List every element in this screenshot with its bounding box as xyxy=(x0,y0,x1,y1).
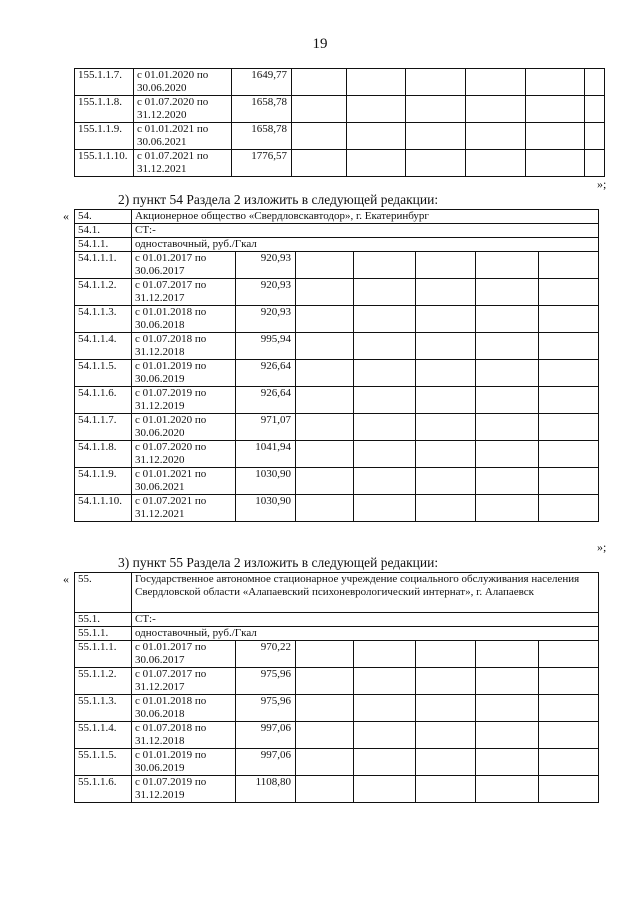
period-end: 30.06.2017 xyxy=(135,265,185,277)
period-end: 30.06.2017 xyxy=(135,654,185,666)
empty-cell xyxy=(296,414,354,441)
organization-name: Акционерное общество «Свердловскавтодор», г. Екатеринбург xyxy=(132,210,599,224)
empty-cell xyxy=(296,776,354,803)
empty-cell xyxy=(416,722,476,749)
period-start: с 01.01.2020 по xyxy=(135,414,207,426)
table-row xyxy=(75,360,599,387)
empty-cell xyxy=(416,468,476,495)
ct-row xyxy=(75,613,599,627)
empty-cell xyxy=(416,749,476,776)
table-row xyxy=(75,668,599,695)
table-row xyxy=(75,123,605,150)
empty-cell xyxy=(347,96,406,123)
empty-cell xyxy=(296,722,354,749)
empty-cell xyxy=(292,96,347,123)
tariff-value: 971,07 xyxy=(236,414,296,441)
empty-cell xyxy=(354,279,416,306)
item-code: 55.1.1. xyxy=(75,627,132,641)
empty-cell xyxy=(476,360,539,387)
organization-name: Государственное автономное стационарное учреждение социального обслуживания населения Свердловской области «Алапаевский психоневрологический интернат», г. Алапаевск xyxy=(132,573,599,613)
period-end: 30.06.2018 xyxy=(135,708,185,720)
empty-cell xyxy=(539,468,599,495)
tariff-table-155 xyxy=(74,68,605,177)
empty-cell xyxy=(476,468,539,495)
tariff-value: 920,93 xyxy=(236,306,296,333)
opening-quote: « xyxy=(63,572,69,586)
empty-cell xyxy=(476,722,539,749)
empty-cell xyxy=(292,69,347,96)
table-row xyxy=(75,333,599,360)
period-end: 31.12.2018 xyxy=(135,346,185,358)
empty-cell xyxy=(296,641,354,668)
period-start: с 01.07.2017 по xyxy=(135,668,207,680)
empty-cell xyxy=(416,668,476,695)
tariff-value: 1649,77 xyxy=(232,69,292,96)
period-start: с 01.01.2018 по xyxy=(135,306,207,318)
table-row xyxy=(75,252,599,279)
empty-cell xyxy=(526,96,585,123)
item-code: 54.1.1.9. xyxy=(75,468,132,495)
closing-quote: »; xyxy=(597,540,607,554)
empty-cell xyxy=(466,96,526,123)
empty-cell xyxy=(354,641,416,668)
period-end: 30.06.2021 xyxy=(135,481,185,493)
item-code: 54.1.1.5. xyxy=(75,360,132,387)
empty-cell xyxy=(296,468,354,495)
period-end: 30.06.2021 xyxy=(137,136,187,148)
table-row xyxy=(75,414,599,441)
period-end: 31.12.2018 xyxy=(135,735,185,747)
empty-cell xyxy=(526,150,585,177)
opening-quote: « xyxy=(63,209,69,223)
table-row xyxy=(75,279,599,306)
table-row xyxy=(75,776,599,803)
empty-cell xyxy=(539,414,599,441)
tariff-table-54 xyxy=(74,209,599,522)
item-code: 155.1.1.10. xyxy=(75,150,134,177)
item-code: 54.1.1. xyxy=(75,238,132,252)
empty-cell xyxy=(354,333,416,360)
item-code: 155.1.1.8. xyxy=(75,96,134,123)
empty-cell xyxy=(416,252,476,279)
empty-cell xyxy=(539,333,599,360)
period-start: с 01.07.2017 по xyxy=(135,279,207,291)
empty-cell xyxy=(354,306,416,333)
empty-cell xyxy=(539,668,599,695)
amendment-heading-3: 3) пункт 55 Раздела 2 изложить в следующей редакции: xyxy=(118,555,439,570)
empty-cell xyxy=(585,69,605,96)
period-end: 30.06.2018 xyxy=(135,319,185,331)
empty-cell xyxy=(526,123,585,150)
empty-cell xyxy=(296,279,354,306)
period-cell xyxy=(132,360,236,387)
empty-cell xyxy=(416,360,476,387)
closing-quote: »; xyxy=(597,177,607,191)
item-code: 155.1.1.7. xyxy=(75,69,134,96)
empty-cell xyxy=(476,495,539,522)
empty-cell xyxy=(296,333,354,360)
tariff-value: 1776,57 xyxy=(232,150,292,177)
period-end: 31.12.2020 xyxy=(135,454,185,466)
page-number: 19 xyxy=(312,36,328,52)
tariff-value: 920,93 xyxy=(236,279,296,306)
empty-cell xyxy=(416,695,476,722)
empty-cell xyxy=(476,695,539,722)
empty-cell xyxy=(526,69,585,96)
period-cell xyxy=(132,306,236,333)
period-cell xyxy=(132,333,236,360)
empty-cell xyxy=(354,414,416,441)
empty-cell xyxy=(347,69,406,96)
item-code: 54.1.1.8. xyxy=(75,441,132,468)
item-code: 55.1.1.2. xyxy=(75,668,132,695)
unit-label: одноставочный, руб./Гкал xyxy=(132,238,599,252)
empty-cell xyxy=(416,776,476,803)
tariff-value: 970,22 xyxy=(236,641,296,668)
empty-cell xyxy=(476,279,539,306)
empty-cell xyxy=(296,306,354,333)
empty-cell xyxy=(466,69,526,96)
period-cell xyxy=(132,279,236,306)
period-start: с 01.07.2021 по xyxy=(135,495,207,507)
period-end: 31.12.2019 xyxy=(135,789,185,801)
empty-cell xyxy=(354,441,416,468)
item-code: 55.1.1.3. xyxy=(75,695,132,722)
period-start: с 01.07.2021 по xyxy=(137,150,209,162)
table-row xyxy=(75,306,599,333)
period-cell xyxy=(134,69,232,96)
table-row xyxy=(75,468,599,495)
period-cell xyxy=(132,441,236,468)
period-cell xyxy=(132,414,236,441)
empty-cell xyxy=(539,387,599,414)
period-cell xyxy=(132,722,236,749)
empty-cell xyxy=(476,749,539,776)
empty-cell xyxy=(296,495,354,522)
tariff-value: 975,96 xyxy=(236,668,296,695)
tariff-value: 920,93 xyxy=(236,252,296,279)
empty-cell xyxy=(585,123,605,150)
empty-cell xyxy=(354,749,416,776)
period-end: 30.06.2020 xyxy=(137,82,187,94)
empty-cell xyxy=(585,150,605,177)
period-cell xyxy=(134,123,232,150)
unit-row xyxy=(75,627,599,641)
empty-cell xyxy=(476,668,539,695)
tariff-value: 995,94 xyxy=(236,333,296,360)
table-row xyxy=(75,96,605,123)
empty-cell xyxy=(354,387,416,414)
period-end: 30.06.2020 xyxy=(135,427,185,439)
period-end: 31.12.2017 xyxy=(135,292,185,304)
period-cell xyxy=(132,641,236,668)
item-code: 55.1.1.5. xyxy=(75,749,132,776)
empty-cell xyxy=(354,668,416,695)
empty-cell xyxy=(539,279,599,306)
period-end: 31.12.2021 xyxy=(137,163,187,175)
tariff-value: 926,64 xyxy=(236,387,296,414)
item-code: 55.1.1.1. xyxy=(75,641,132,668)
empty-cell xyxy=(539,495,599,522)
empty-cell xyxy=(292,123,347,150)
empty-cell xyxy=(466,150,526,177)
empty-cell xyxy=(416,387,476,414)
tariff-value: 926,64 xyxy=(236,360,296,387)
item-code: 55.1. xyxy=(75,613,132,627)
period-start: с 01.07.2019 по xyxy=(135,387,207,399)
empty-cell xyxy=(539,441,599,468)
period-cell xyxy=(132,695,236,722)
item-code: 54.1.1.1. xyxy=(75,252,132,279)
empty-cell xyxy=(539,641,599,668)
empty-cell xyxy=(354,722,416,749)
period-start: с 01.01.2019 по xyxy=(135,749,207,761)
empty-cell xyxy=(476,776,539,803)
tariff-value: 1030,90 xyxy=(236,495,296,522)
empty-cell xyxy=(296,387,354,414)
empty-cell xyxy=(585,96,605,123)
item-code: 155.1.1.9. xyxy=(75,123,134,150)
table-row xyxy=(75,641,599,668)
tariff-value: 1108,80 xyxy=(236,776,296,803)
empty-cell xyxy=(406,69,466,96)
unit-row xyxy=(75,238,599,252)
item-code: 54.1.1.2. xyxy=(75,279,132,306)
empty-cell xyxy=(354,495,416,522)
empty-cell xyxy=(354,695,416,722)
period-start: с 01.01.2019 по xyxy=(135,360,207,372)
table-row xyxy=(75,69,605,96)
period-cell xyxy=(132,668,236,695)
empty-cell xyxy=(354,252,416,279)
period-start: с 01.01.2018 по xyxy=(135,695,207,707)
period-cell xyxy=(132,495,236,522)
table-row xyxy=(75,441,599,468)
empty-cell xyxy=(347,123,406,150)
empty-cell xyxy=(539,695,599,722)
empty-cell xyxy=(476,441,539,468)
tariff-value: 997,06 xyxy=(236,749,296,776)
empty-cell xyxy=(354,776,416,803)
empty-cell xyxy=(292,150,347,177)
empty-cell xyxy=(476,333,539,360)
period-start: с 01.07.2020 по xyxy=(137,96,209,108)
period-start: с 01.07.2018 по xyxy=(135,722,207,734)
item-code: 54.1. xyxy=(75,224,132,238)
empty-cell xyxy=(476,306,539,333)
empty-cell xyxy=(406,96,466,123)
table-row xyxy=(75,150,605,177)
item-code: 54.1.1.7. xyxy=(75,414,132,441)
empty-cell xyxy=(296,668,354,695)
empty-cell xyxy=(296,360,354,387)
empty-cell xyxy=(296,749,354,776)
ct-label: СТ:- xyxy=(132,613,599,627)
empty-cell xyxy=(347,150,406,177)
table-row xyxy=(75,749,599,776)
tariff-table-55 xyxy=(74,572,599,803)
period-end: 30.06.2019 xyxy=(135,762,185,774)
item-code: 54.1.1.4. xyxy=(75,333,132,360)
period-cell xyxy=(134,150,232,177)
empty-cell xyxy=(416,495,476,522)
item-code: 55.1.1.6. xyxy=(75,776,132,803)
empty-cell xyxy=(354,360,416,387)
table-row xyxy=(75,495,599,522)
empty-cell xyxy=(539,252,599,279)
empty-cell xyxy=(416,333,476,360)
tariff-value: 1658,78 xyxy=(232,123,292,150)
empty-cell xyxy=(416,441,476,468)
period-cell xyxy=(132,776,236,803)
empty-cell xyxy=(416,279,476,306)
period-end: 31.12.2019 xyxy=(135,400,185,412)
empty-cell xyxy=(416,414,476,441)
period-end: 31.12.2017 xyxy=(135,681,185,693)
amendment-heading-2: 2) пункт 54 Раздела 2 изложить в следующей редакции: xyxy=(118,192,439,207)
empty-cell xyxy=(539,722,599,749)
empty-cell xyxy=(476,641,539,668)
tariff-value: 997,06 xyxy=(236,722,296,749)
period-start: с 01.01.2020 по xyxy=(137,69,209,81)
empty-cell xyxy=(539,360,599,387)
table-row xyxy=(75,722,599,749)
item-code: 54.1.1.3. xyxy=(75,306,132,333)
item-code: 54. xyxy=(75,210,132,224)
ct-row xyxy=(75,224,599,238)
table-row xyxy=(75,387,599,414)
organization-row xyxy=(75,573,599,613)
ct-label: СТ:- xyxy=(132,224,599,238)
period-end: 31.12.2021 xyxy=(135,508,185,520)
period-start: с 01.01.2021 по xyxy=(135,468,207,480)
table-row xyxy=(75,695,599,722)
unit-label: одноставочный, руб./Гкал xyxy=(132,627,599,641)
period-start: с 01.07.2020 по xyxy=(135,441,207,453)
tariff-value: 1030,90 xyxy=(236,468,296,495)
organization-row xyxy=(75,210,599,224)
empty-cell xyxy=(406,123,466,150)
period-end: 31.12.2020 xyxy=(137,109,187,121)
empty-cell xyxy=(406,150,466,177)
period-end: 30.06.2019 xyxy=(135,373,185,385)
empty-cell xyxy=(466,123,526,150)
period-cell xyxy=(134,96,232,123)
empty-cell xyxy=(296,441,354,468)
empty-cell xyxy=(354,468,416,495)
tariff-value: 1041,94 xyxy=(236,441,296,468)
period-cell xyxy=(132,387,236,414)
period-start: с 01.01.2017 по xyxy=(135,252,207,264)
empty-cell xyxy=(539,749,599,776)
empty-cell xyxy=(476,414,539,441)
tariff-value: 975,96 xyxy=(236,695,296,722)
item-code: 55.1.1.4. xyxy=(75,722,132,749)
period-start: с 01.01.2017 по xyxy=(135,641,207,653)
period-start: с 01.01.2021 по xyxy=(137,123,209,135)
empty-cell xyxy=(416,641,476,668)
item-code: 54.1.1.10. xyxy=(75,495,132,522)
item-code: 55. xyxy=(75,573,132,613)
period-start: с 01.07.2018 по xyxy=(135,333,207,345)
empty-cell xyxy=(539,776,599,803)
tariff-value: 1658,78 xyxy=(232,96,292,123)
empty-cell xyxy=(296,695,354,722)
empty-cell xyxy=(296,252,354,279)
period-cell xyxy=(132,252,236,279)
period-cell xyxy=(132,749,236,776)
empty-cell xyxy=(539,306,599,333)
empty-cell xyxy=(476,252,539,279)
period-cell xyxy=(132,468,236,495)
item-code: 54.1.1.6. xyxy=(75,387,132,414)
empty-cell xyxy=(416,306,476,333)
period-start: с 01.07.2019 по xyxy=(135,776,207,788)
empty-cell xyxy=(476,387,539,414)
